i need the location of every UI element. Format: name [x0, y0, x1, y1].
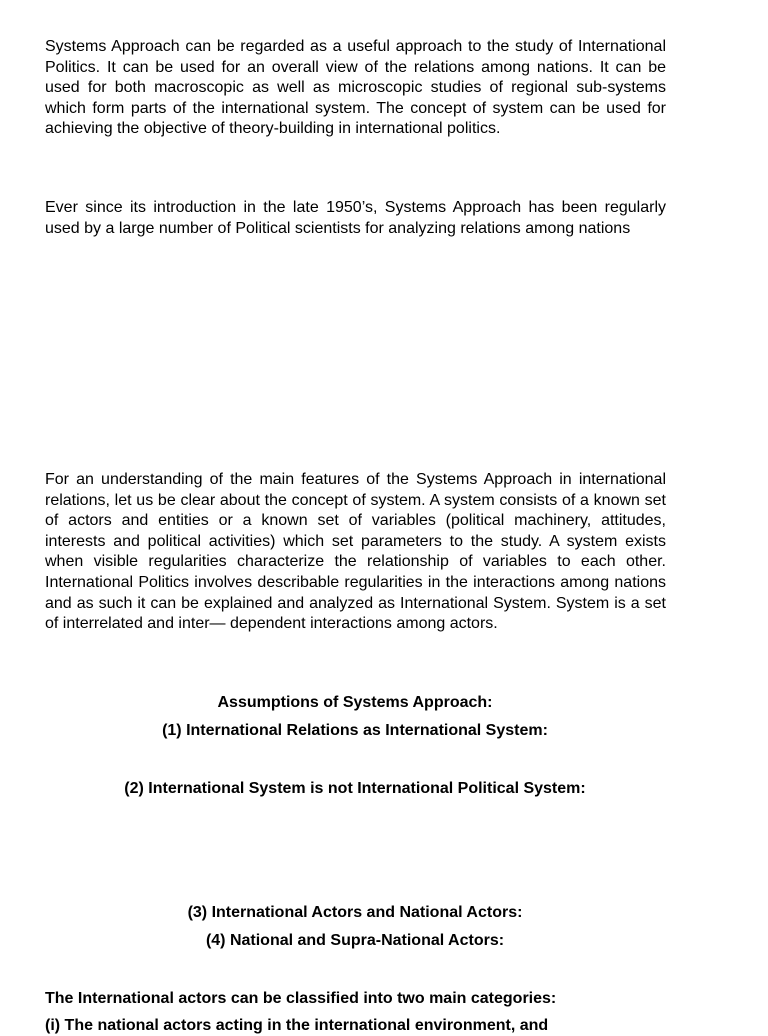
categories-heading: The International actors can be classified into two main categories: — [45, 990, 557, 1007]
assumptions-heading: Assumptions of Systems Approach: — [217, 694, 493, 711]
paragraph-introduction-history: Ever since its introduction in the late 1950’s, Systems Approach has been regularly used by a large number of Political scientists for analyzing relations among nations — [45, 199, 666, 237]
assumption-2: (2) International System is not International Political System: — [124, 780, 586, 797]
assumption-3: (3) International Actors and National Actors: — [187, 904, 523, 921]
paragraph-systems-approach-intro: Systems Approach can be regarded as a useful approach to the study of International Politics. It can be used for an overall view of the relations among nations. It can be used for both macroscopic as well as microscopic studies of regional sub-systems which form parts of the international system. The concept of system can be used for achieving the objective of theory-building in international politics. — [45, 38, 666, 138]
category-item-cut-off: (i) The national actors acting in the international environment, and — [45, 1017, 549, 1034]
assumption-1: (1) International Relations as International System: — [162, 722, 548, 739]
paragraph-concept-of-system: For an understanding of the main features of the Systems Approach in international relations, let us be clear about the concept of system. A system consists of a known set of actors and entities or a known set of variables (political machinery, attitudes, interests and political activities) which set parameters to the study. A system exists when visible regularities characterize the relationship of variables to each other. International Politics involves describable regularities in the interactions among nations and as such it can be explained and analyzed as International System. System is a set of interrelated and inter— dependent interactions among actors. — [45, 471, 666, 633]
assumption-4: (4) National and Supra-National Actors: — [205, 932, 505, 949]
